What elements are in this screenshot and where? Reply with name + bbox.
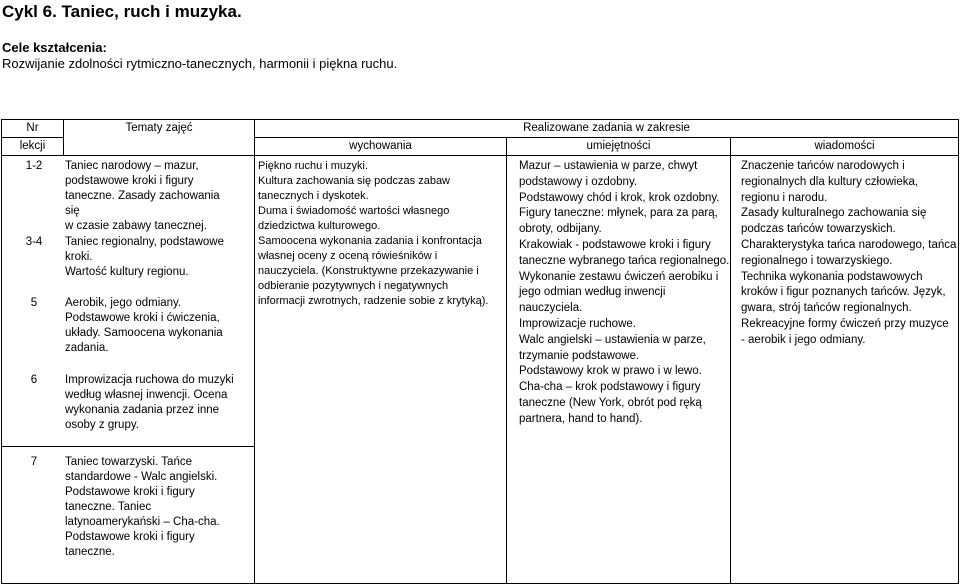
wychowania-line: Kultura zachowania się podczas zabaw bbox=[258, 175, 451, 187]
wiadomosci-line: - aerobik i jego odmiany. bbox=[741, 333, 866, 346]
umiejetnosci-line: jego odmian według inwencji bbox=[519, 286, 666, 299]
lesson-plan-table bbox=[1, 119, 959, 584]
topic-line: Wartość kultury regionu. bbox=[65, 266, 189, 278]
header-topics-label: Tematy zajęć bbox=[125, 122, 193, 134]
wiadomosci-line: regionu i narodu. bbox=[741, 191, 828, 204]
header-row-1 bbox=[2, 120, 959, 138]
lesson-topic bbox=[65, 373, 235, 433]
document-title: Cykl 6. Taniec, ruch i muzyka. bbox=[2, 2, 242, 21]
header-nr bbox=[2, 120, 64, 138]
wychowania-line: informacji zwrotnych, radzenie sobie z krytyką). bbox=[258, 295, 489, 307]
topic-line: Podstawowe kroki i figury bbox=[65, 531, 195, 543]
goals-text: Rozwijanie zdolności rytmiczno-tanecznych, harmonii i piękna ruchu. bbox=[2, 56, 398, 71]
wiadomosci-line: Charakterystyka tańca narodowego, tańca bbox=[741, 238, 957, 251]
topic-line: latynoamerykański – Cha-cha. bbox=[65, 516, 220, 528]
lesson-7-cell bbox=[2, 447, 255, 584]
wychowania-line: Duma i świadomość wartości własnego bbox=[258, 205, 450, 217]
umiejetnosci-line: nauczyciela. bbox=[519, 302, 583, 315]
topic-line: osoby z grupy. bbox=[65, 419, 139, 431]
umiejetnosci-line: taneczne wybranego tańca regionalnego. bbox=[519, 254, 730, 267]
header-lekcji bbox=[2, 138, 64, 156]
topic-line: Aerobik, jego odmiany. bbox=[65, 297, 182, 309]
umiejetnosci-line: taneczne (New York, obrót pod ręką bbox=[519, 396, 702, 409]
topic-line: Podstawowe kroki i figury bbox=[65, 486, 195, 498]
document-header bbox=[2, 0, 952, 71]
umiejetnosci-line: Krakowiak - podstawowe kroki i figury bbox=[519, 238, 711, 251]
header-lekcji-label: lekcji bbox=[19, 140, 46, 152]
wiadomosci-line: Technika wykonania podstawowych bbox=[741, 270, 923, 283]
wiadomosci-line: Zasady kulturalnego zachowania się bbox=[741, 207, 927, 220]
wychowania-cell bbox=[255, 156, 507, 584]
header-tasks bbox=[255, 120, 959, 138]
header-umiejetnosci-label: umiejętności bbox=[586, 140, 651, 152]
topic-line: kroki. bbox=[65, 251, 93, 263]
wychowania-line: odbieranie pozytywnych i negatywnych bbox=[258, 280, 449, 292]
lessons-1-6-stack: 1-2 Taniec narodowy – mazur, podstawowe kroki i figury taneczne. Zasady zachowania się w czasie zabawy tanecznej. 3-4 Taniec regionalny, podstawowe kroki. Wartość kultury regionu. 5 Aerobik, jego odmiany. Podstawowe kroki i ćwiczenia, układy. Samoocena wykonania zadania. 6 Improwizacja ruchowa do muzyki według własnej inwencji. Ocena wykonania zadania przez inne osoby z grupy. bbox=[25, 160, 234, 431]
goals-label: Cele kształcenia: bbox=[2, 40, 107, 55]
wiadomosci-line: Rekreacyjne formy ćwiczeń przy muzyce bbox=[741, 317, 949, 330]
wychowania-line: własnej oceny z oceną rówieśników i bbox=[258, 250, 438, 262]
topic-line: Improwizacja ruchowa do muzyki bbox=[65, 374, 234, 386]
wiadomosci-line: kroków i figur poznanych tańców. Język, bbox=[741, 286, 946, 299]
topic-line: taneczne. Taniec bbox=[65, 501, 152, 513]
umiejetnosci-line: partnera, hand to hand). bbox=[519, 412, 643, 425]
topic-line: układy. Samoocena wykonania bbox=[65, 327, 223, 339]
header-wiadomosci bbox=[731, 138, 959, 156]
header-wychowania-label: wychowania bbox=[349, 140, 412, 152]
topic-line: Taniec narodowy – mazur, bbox=[65, 160, 199, 172]
topic-line: zadania. bbox=[65, 342, 109, 354]
wiadomosci-cell bbox=[731, 156, 959, 584]
topic-line: Taniec regionalny, podstawowe bbox=[65, 236, 224, 248]
lesson-topic bbox=[65, 296, 235, 356]
umiejetnosci-line: Figury taneczne: młynek, para za parą, bbox=[519, 207, 718, 220]
topic-line: według własnej inwencji. Ocena bbox=[65, 389, 228, 401]
umiejetnosci-line: Mazur – ustawienia w parze, chwyt bbox=[519, 160, 698, 172]
wychowania-line: Piękno ruchu i muzyki. bbox=[258, 160, 369, 172]
header-topics bbox=[64, 120, 255, 156]
header-nr-label: Nr bbox=[26, 122, 39, 134]
lessons-1-6-cell bbox=[2, 156, 255, 447]
lesson-topic bbox=[65, 235, 235, 280]
wychowania-line: dziedzictwa kulturowego. bbox=[258, 220, 381, 232]
umiejetnosci-line: Cha-cha – krok podstawowy i figury bbox=[519, 381, 701, 394]
umiejetnosci-line: Improwizacje ruchowe. bbox=[519, 317, 636, 330]
wychowania-line: tanecznych i dyskotek. bbox=[258, 190, 369, 202]
umiejetnosci-cell bbox=[507, 156, 731, 584]
umiejetnosci-line: obroty, odbijany. bbox=[519, 223, 602, 236]
topic-line: podstawowe kroki i figury bbox=[65, 175, 194, 187]
wiadomosci-line: podczas tańców towarzyskich. bbox=[741, 223, 896, 236]
umiejetnosci-line: Wykonanie zestawu ćwiczeń aerobiku i bbox=[519, 270, 719, 283]
header-umiejetnosci bbox=[507, 138, 731, 156]
topic-line: Taniec towarzyski. Tańce bbox=[65, 456, 192, 468]
topic-line: wykonania zadania przez inne bbox=[65, 404, 220, 416]
header-wiadomosci-label: wiadomości bbox=[814, 140, 875, 152]
umiejetnosci-line: trzymanie podstawowe. bbox=[519, 349, 640, 362]
topic-line: taneczne. bbox=[65, 546, 115, 558]
lessons-row-main bbox=[2, 156, 959, 447]
header-tasks-label: Realizowane zadania w zakresie bbox=[523, 122, 690, 134]
wiadomosci-line: gwara, strój tańców regionalnych. bbox=[741, 302, 912, 315]
wiadomosci-line: regionalnego i towarzyskiego. bbox=[741, 254, 893, 267]
header-wychowania bbox=[255, 138, 507, 156]
wiadomosci-line: regionalnych dla kultury człowieka, bbox=[741, 175, 919, 188]
lesson-7-stack: 7 Taniec towarzyski. Tańce standardowe - Walc angielski. Podstawowe kroki i figury taneczne. Taniec latynoamerykański – Cha-cha. Podstawowe kroki i figury taneczne. bbox=[2, 447, 254, 583]
umiejetnosci-line: Walc angielski – ustawienia w parze, bbox=[519, 333, 706, 346]
wiadomosci-line: Znaczenie tańców narodowych i bbox=[741, 160, 905, 172]
topic-line: w czasie zabawy tanecznej. bbox=[65, 220, 207, 232]
lesson-topic bbox=[65, 159, 235, 234]
topic-line: taneczne. Zasady zachowania się bbox=[65, 190, 220, 217]
umiejetnosci-line: podstawowy i ozdobny. bbox=[519, 175, 638, 188]
umiejetnosci-line: Podstawowy chód i krok, krok ozdobny. bbox=[519, 191, 720, 204]
lesson-topic bbox=[65, 455, 235, 560]
umiejetnosci-line: Podstawowy krok w prawo i w lewo. bbox=[519, 365, 702, 378]
wychowania-line: nauczyciela. (Konstruktywne przekazywanie i bbox=[258, 265, 479, 277]
wychowania-line: Samoocena wykonania zadania i konfrontacja bbox=[258, 235, 482, 247]
topic-line: Podstawowe kroki i ćwiczenia, bbox=[65, 312, 220, 324]
topic-line: standardowe - Walc angielski. bbox=[65, 471, 218, 483]
